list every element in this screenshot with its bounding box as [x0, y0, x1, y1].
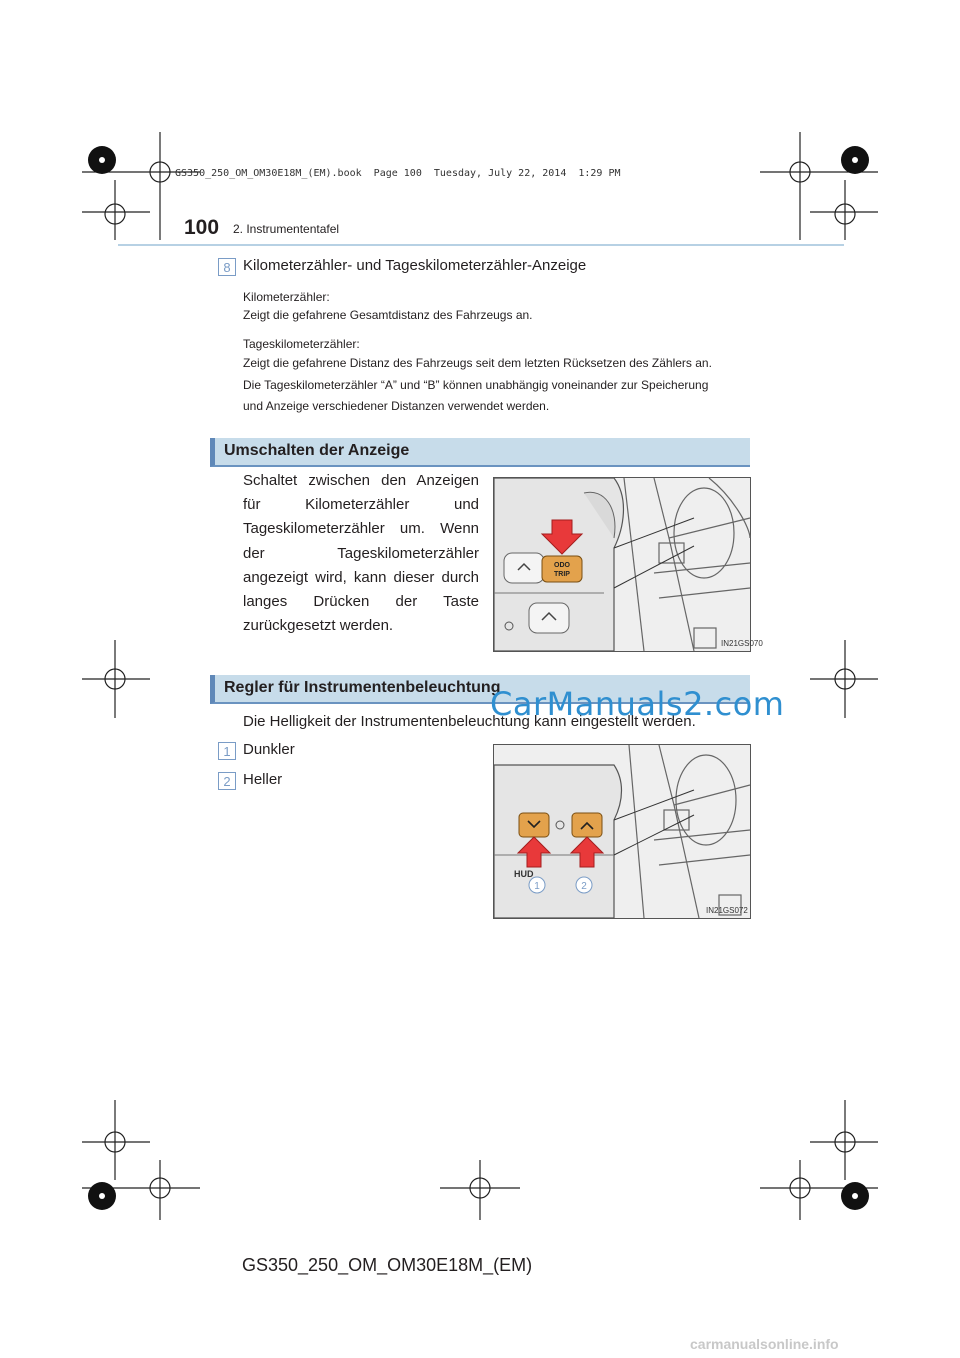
odometer-label: Kilometerzähler: [243, 290, 330, 304]
brightness-paragraph: Die Helligkeit der Instrumentenbeleuchtung kann eingestellt werden. [243, 713, 696, 730]
hud-label: HUD [514, 869, 534, 879]
item-marker-2: 2 [218, 772, 236, 790]
brightness-drawing [494, 745, 750, 918]
trip-description-3: und Anzeige verschiedener Distanzen verwendet werden. [243, 399, 550, 413]
book-info-line: GS350_250_OM_OM30E18M_(EM).book Page 100 Tuesday, July 22, 2014 1:29 PM [175, 168, 621, 179]
section-heading-brightness-text: Regler für Instrumentenbeleuchtung [224, 679, 501, 696]
odometer-description: Zeigt die gefahrene Gesamtdistanz des Fahrzeugs an. [243, 308, 533, 322]
trip-description-1: Zeigt die gefahrene Distanz des Fahrzeugs seit dem letzten Rücksetzen des Zählers an. [243, 356, 712, 370]
odo-label: ODO [554, 562, 570, 569]
section-heading-switch [210, 438, 750, 467]
odo-trip-drawing [494, 478, 763, 651]
brightness-illustration [493, 744, 751, 919]
dimmer-label: Dunkler [243, 741, 295, 758]
section-heading-switch-text: Umschalten der Anzeige [224, 442, 410, 459]
footer-code: GS350_250_OM_OM30E18M_(EM) [242, 1255, 533, 1275]
switch-paragraph: Schaltet zwischen den Anzeigen für Kilometerzähler und Tageskilometerzähler um. Wenn der Tageskilometerzähler angezeigt wird, kann dieser durch langes Drücken der Taste zurückgesetzt werden. [243, 472, 479, 635]
odo-trip-illustration [493, 477, 763, 652]
figure-code-brightness: IN21GS072 [706, 906, 748, 915]
trip-label: Tageskilometerzähler: [243, 337, 360, 351]
item-marker-8: 8 [218, 258, 236, 276]
bottom-watermark: carmanualsonline.info [690, 1336, 839, 1352]
page-number: 100 [184, 216, 220, 239]
odometer-trip-title: Kilometerzähler- und Tageskilometerzähler-Anzeige [243, 257, 587, 274]
callout-1: 1 [534, 881, 540, 892]
callout-2: 2 [581, 881, 587, 892]
trip-description-2: Die Tageskilometerzähler “A” und “B” können unabhängig voneinander zur Speicherung [243, 378, 709, 392]
watermark: CarManuals2.com [490, 685, 785, 723]
figure-code-switch: IN21GS070 [721, 639, 763, 648]
section-title: 2. Instrumententafel [233, 222, 340, 236]
brighter-label: Heller [243, 771, 283, 788]
header-rule [118, 244, 844, 246]
item-marker-1: 1 [218, 742, 236, 760]
trip-button-label: TRIP [554, 571, 570, 578]
